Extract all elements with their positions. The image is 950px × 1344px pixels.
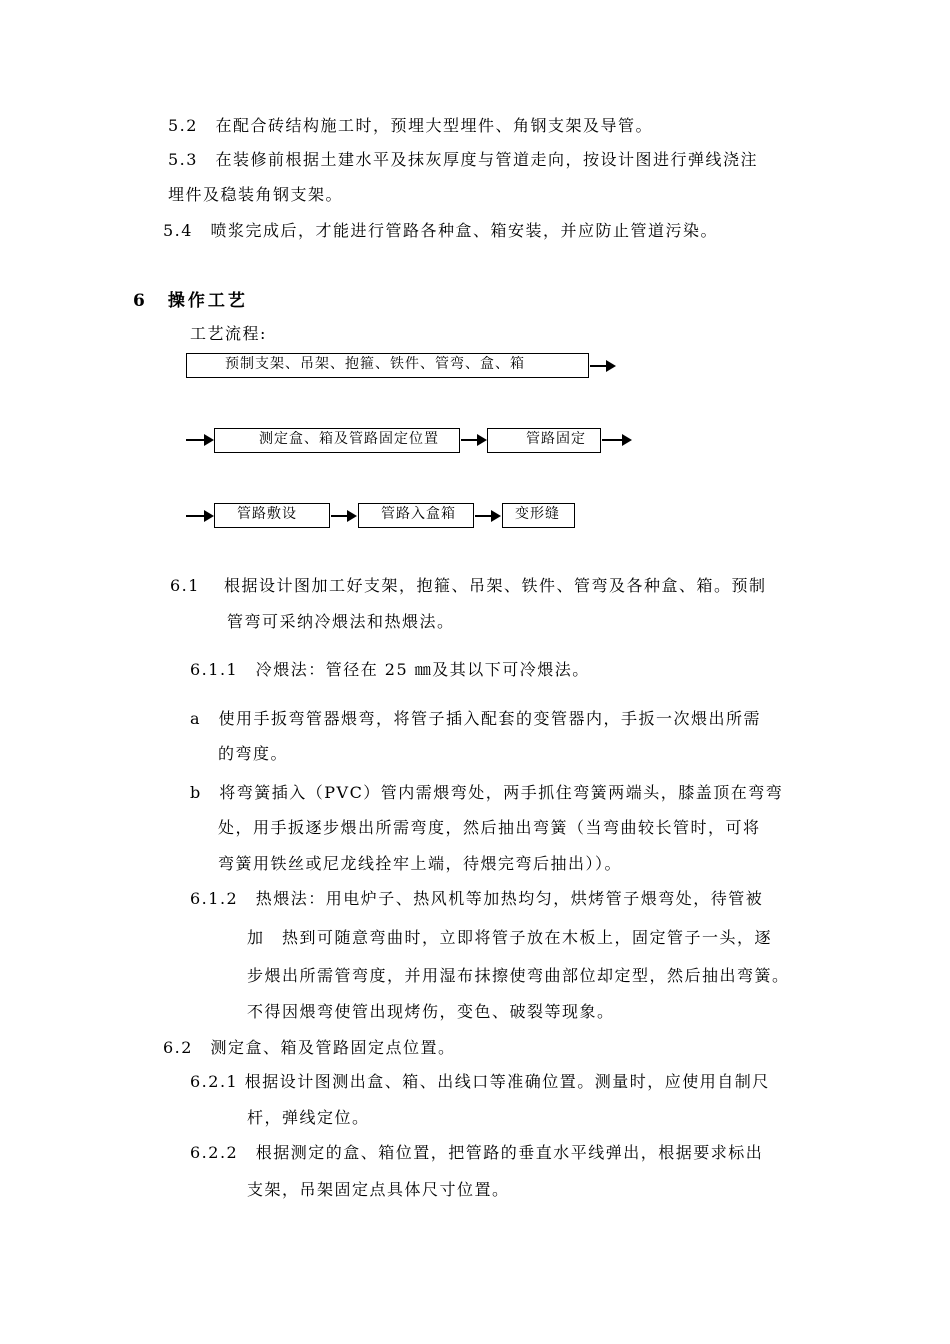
flow-arrow-1 [590,365,614,367]
para-6-1-2-line1: 6.1.2 热煨法：用电炉子、热风机等加热均匀，烘烤管子煨弯处，待管被 [190,889,764,908]
flow-step-prefabricate: 预制支架、吊架、抱箍、铁件、管弯、盒、箱 [186,353,589,378]
item-a-line2: 的弯度。 [218,744,289,763]
flow-step-lay: 管路敷设 [214,503,330,528]
flow-arrow-4 [602,439,630,441]
flow-arrow-5 [186,515,212,517]
item-b-line3: 弯簧用铁丝或尼龙线拴牢上端，待煨完弯后抽出））。 [218,854,623,873]
para-6-1-line2: 管弯可采纳冷煨法和热煨法。 [227,612,455,631]
flow-step-fix: 管路固定 [487,428,601,453]
section-5-3-line2: 埋件及稳装角钢支架。 [168,185,344,204]
para-6-1-line1: 6.1 根据设计图加工好支架，抱箍、吊架、铁件、管弯及各种盒、箱。预制 [170,576,767,595]
flow-step-box: 管路入盒箱 [358,503,474,528]
para-6-2-2-line1: 6.2.2 根据测定的盒、箱位置，把管路的垂直水平线弹出，根据要求标出 [190,1143,764,1162]
flow-title: 工艺流程: [190,324,267,343]
section-5-3-line1: 5.3 在装修前根据土建水平及抹灰厚度与管道走向，按设计图进行弹线浇注 [168,150,758,169]
para-6-2-1-line2: 杆，弹线定位。 [247,1108,370,1127]
heading-6: 6 操作工艺 [133,291,248,311]
para-6-2-1-line1: 6.2.1 根据设计图测出盒、箱、出线口等准确位置。测量时，应使用自制尺 [190,1072,770,1091]
section-5-2: 5.2 在配合砖结构施工时，预埋大型埋件、角钢支架及导管。 [168,116,653,135]
item-a-line1: a 使用手扳弯管器煨弯，将管子插入配套的变管器内，手扳一次煨出所需 [190,709,762,728]
para-6-2: 6.2 测定盒、箱及管路固定点位置。 [163,1038,456,1057]
flow-arrow-7 [475,515,499,517]
flow-arrow-6 [331,515,355,517]
para-6-2-2-line2: 支架，吊架固定点具体尺寸位置。 [247,1180,510,1199]
para-6-1-2-line2: 加 热到可随意弯曲时，立即将管子放在木板上，固定管子一头，逐 [247,928,773,947]
flow-step-measure: 测定盒、箱及管路固定位置 [214,428,460,453]
flow-step-joint: 变形缝 [502,503,575,528]
flow-arrow-3 [461,439,485,441]
item-b-line1: b 将弯簧插入（PVC）管内需煨弯处，两手抓住弯簧两端头，膝盖顶在弯弯 [190,783,784,802]
para-6-1-1: 6.1.1 冷煨法：管径在 25 ㎜及其以下可冷煨法。 [190,660,590,679]
section-5-4: 5.4 喷浆完成后，才能进行管路各种盒、箱安装，并应防止管道污染。 [163,221,718,240]
flow-arrow-2 [186,439,212,441]
item-b-line2: 处，用手扳逐步煨出所需弯度，然后抽出弯簧（当弯曲较长管时，可将 [218,818,761,837]
para-6-1-2-line4: 不得因煨弯使管出现烤伤，变色、破裂等现象。 [247,1002,615,1021]
para-6-1-2-line3: 步煨出所需管弯度，并用湿布抹擦使弯曲部位却定型，然后抽出弯簧。 [247,966,790,985]
